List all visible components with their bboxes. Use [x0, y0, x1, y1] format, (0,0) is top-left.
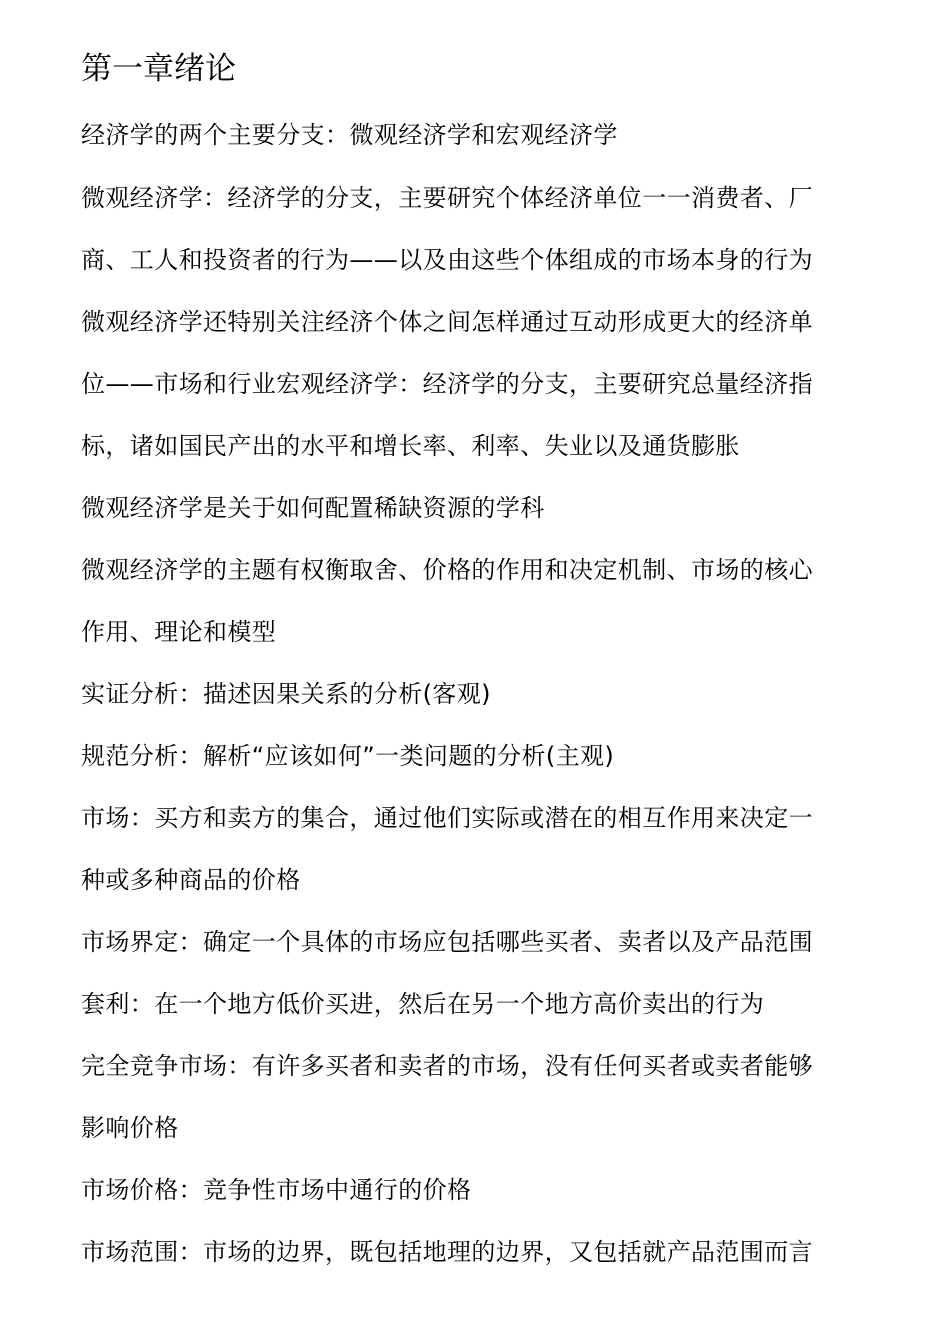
text-line: 微观经济学还特别关注经济个体之间怎样通过互动形成更大的经济单: [81, 308, 813, 336]
text-line: 位——市场和行业宏观经济学：经济学的分支，主要研究总量经济指: [81, 370, 813, 398]
text-line: 规范分析：解析“应该如何”一类问题的分析(主观): [81, 742, 615, 770]
text-line: 套利：在一个地方低价买进，然后在另一个地方高价卖出的行为: [81, 990, 765, 1018]
text-line: 作用、理论和模型: [81, 618, 277, 646]
text-line: 标，诸如国民产出的水平和增长率、利率、失业以及通货膨胀: [81, 432, 740, 460]
text-line: 市场范围：市场的边界，既包括地理的边界，又包括就产品范围而言: [81, 1238, 813, 1266]
text-line: 种或多种商品的价格: [81, 866, 301, 894]
text-line: 微观经济学的主题有权衡取舍、价格的作用和决定机制、市场的核心: [81, 556, 813, 584]
text-line: 市场界定：确定一个具体的市场应包括哪些买者、卖者以及产品范围: [81, 928, 813, 956]
text-line: 微观经济学：经济学的分支，主要研究个体经济单位一一消费者、厂: [81, 184, 813, 212]
text-line: 影响价格: [81, 1114, 179, 1142]
text-line: 商、工人和投资者的行为——以及由这些个体组成的市场本身的行为: [81, 246, 813, 274]
text-line: 市场：买方和卖方的集合，通过他们实际或潜在的相互作用来决定一: [81, 804, 813, 832]
text-line: 实证分析：描述因果关系的分析(客观): [81, 680, 491, 708]
text-line: 经济学的两个主要分支：微观经济学和宏观经济学: [81, 121, 618, 149]
text-line: 微观经济学是关于如何配置稀缺资源的学科: [81, 494, 545, 522]
text-line: 完全竞争市场：有许多买者和卖者的市场，没有任何买者或卖者能够: [81, 1052, 813, 1080]
chapter-title: 第一章绪论: [81, 51, 236, 87]
text-line: 市场价格：竞争性市场中通行的价格: [81, 1176, 472, 1204]
